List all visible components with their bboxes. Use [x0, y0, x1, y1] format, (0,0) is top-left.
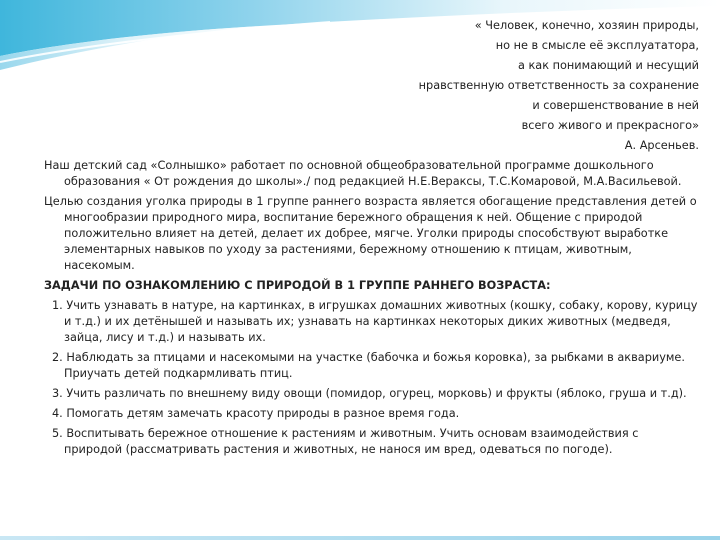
paragraph-goal: Целью создания уголка природы в 1 группе раннего возраста является обогащение представления детей о многообразии природного мира, воспитание бережного обращения к ней. Общение с природой положительно влияет на детей, делает их добрее, мягче. Уголки природы способствуют выработке элементарных навыков по уходу за растениями, бережному отношению к птицам, животным, насекомым.	[44, 195, 697, 272]
epigraph-line: нравственную ответственность за сохранение	[418, 79, 699, 92]
task-item-2: 2. Наблюдать за птицами и насекомыми на участке (бабочка и божья коровка), за рыбками в аквариуме. Приучать детей подкармливать птиц.	[52, 351, 685, 380]
task-item-5: 5. Воспитывать бережное отношение к растениям и животным. Учить основам взаимодействия с природой (рассматривать растения и животных, не нанося им вред, одеваться по погоде).	[52, 427, 639, 456]
epigraph-author: А. Арсеньев.	[624, 139, 699, 152]
task-item-3: 3. Учить различать по внешнему виду овощи (помидор, огурец, морковь) и фрукты (яблоко, груша и т.д).	[52, 387, 687, 400]
tasks-heading: ЗАДАЧИ ПО ОЗНАКОМЛЕНИЮ С ПРИРОДОЙ В 1 ГРУППЕ РАННЕГО ВОЗРАСТА:	[44, 279, 551, 292]
task-item-4: 4. Помогать детям замечать красоту природы в разное время года.	[52, 407, 460, 420]
epigraph	[44, 18, 699, 154]
epigraph-line: но не в смысле её эксплуататора,	[495, 39, 699, 52]
epigraph-line: всего живого и прекрасного»	[521, 119, 699, 132]
epigraph-line: и совершенствование в ней	[532, 99, 699, 112]
epigraph-line: а как понимающий и несущий	[517, 59, 699, 72]
paragraph-program: Наш детский сад «Солнышко» работает по основной общеобразовательной программе дошкольного образования « От рождения до школы»./ под редакцией Н.Е.Вераксы, Т.С.Комаровой, М.А.Васильевой.	[44, 159, 682, 188]
bottom-divider	[0, 536, 720, 540]
task-item-1: 1. Учить узнавать в натуре, на картинках, в игрушках домашних животных (кошку, собаку, корову, курицу и т.д.) и их детёнышей и называть их; узнавать на картинках некоторых диких животных (медведя, зайца, лису и т.д.) и называть их.	[52, 299, 698, 344]
epigraph-line: « Человек, конечно, хозяин природы,	[474, 19, 699, 32]
slide-content	[44, 18, 699, 462]
